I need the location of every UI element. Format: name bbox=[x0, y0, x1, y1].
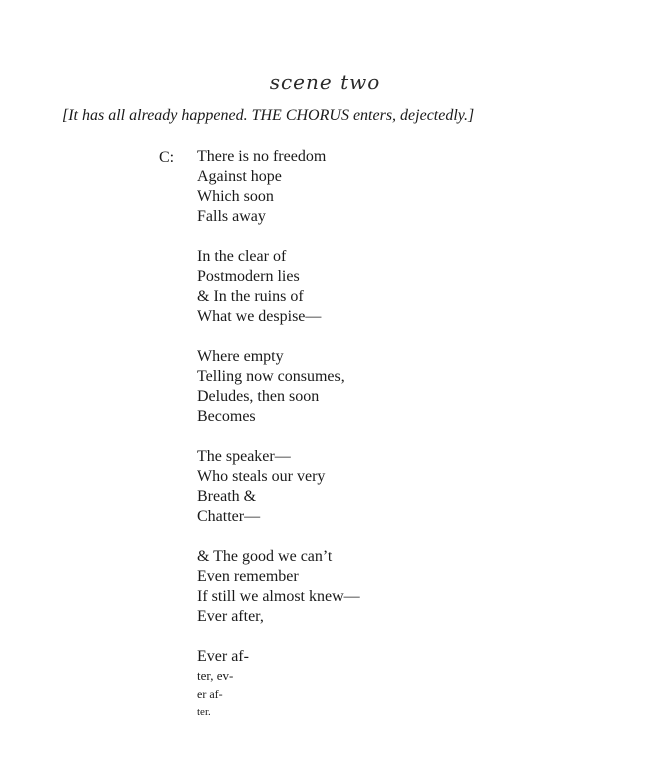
verse-line: Falls away bbox=[197, 208, 266, 225]
verse-line: Telling now consumes, bbox=[197, 368, 345, 385]
verse-line: What we despise— bbox=[197, 308, 322, 325]
verse-line: & In the ruins of bbox=[197, 288, 304, 305]
verse-line: Breath & bbox=[197, 488, 257, 505]
verse-line: If still we almost knew— bbox=[197, 588, 360, 605]
verse-line: The speaker— bbox=[197, 448, 291, 465]
verse-line: Deludes, then soon bbox=[197, 388, 320, 405]
verse-line: er af- bbox=[197, 687, 223, 701]
stanza-4 bbox=[197, 447, 360, 527]
verse-line: Chatter— bbox=[197, 508, 261, 525]
speaker-label: C: bbox=[159, 149, 175, 166]
verse-line: In the clear of bbox=[197, 248, 287, 265]
scene-title: scene two bbox=[269, 70, 381, 94]
verse-line: Where empty bbox=[197, 348, 284, 365]
stanza-5 bbox=[197, 547, 360, 627]
stanza-6 bbox=[197, 647, 360, 721]
verse-line: Ever af- bbox=[197, 648, 249, 665]
verse-line: Becomes bbox=[197, 408, 256, 425]
stanza-1 bbox=[197, 147, 360, 227]
verse-line: There is no freedom bbox=[197, 148, 327, 165]
verse-line: Against hope bbox=[197, 168, 282, 185]
verse-line: Which soon bbox=[197, 188, 274, 205]
verse-line: ter, ev- bbox=[197, 668, 234, 683]
stage-direction: [It has all already happened. THE CHORUS enters, dejectedly.] bbox=[62, 107, 475, 124]
verse-line: & The good we can’t bbox=[197, 548, 333, 565]
verse-line: Even remember bbox=[197, 568, 299, 585]
verse-line: Ever after, bbox=[197, 608, 264, 625]
stanza-3 bbox=[197, 347, 360, 427]
stanza-2 bbox=[197, 247, 360, 327]
chorus-verse bbox=[197, 147, 360, 741]
verse-line: Postmodern lies bbox=[197, 268, 300, 285]
verse-line: Who steals our very bbox=[197, 468, 326, 485]
verse-line: ter. bbox=[197, 706, 211, 718]
